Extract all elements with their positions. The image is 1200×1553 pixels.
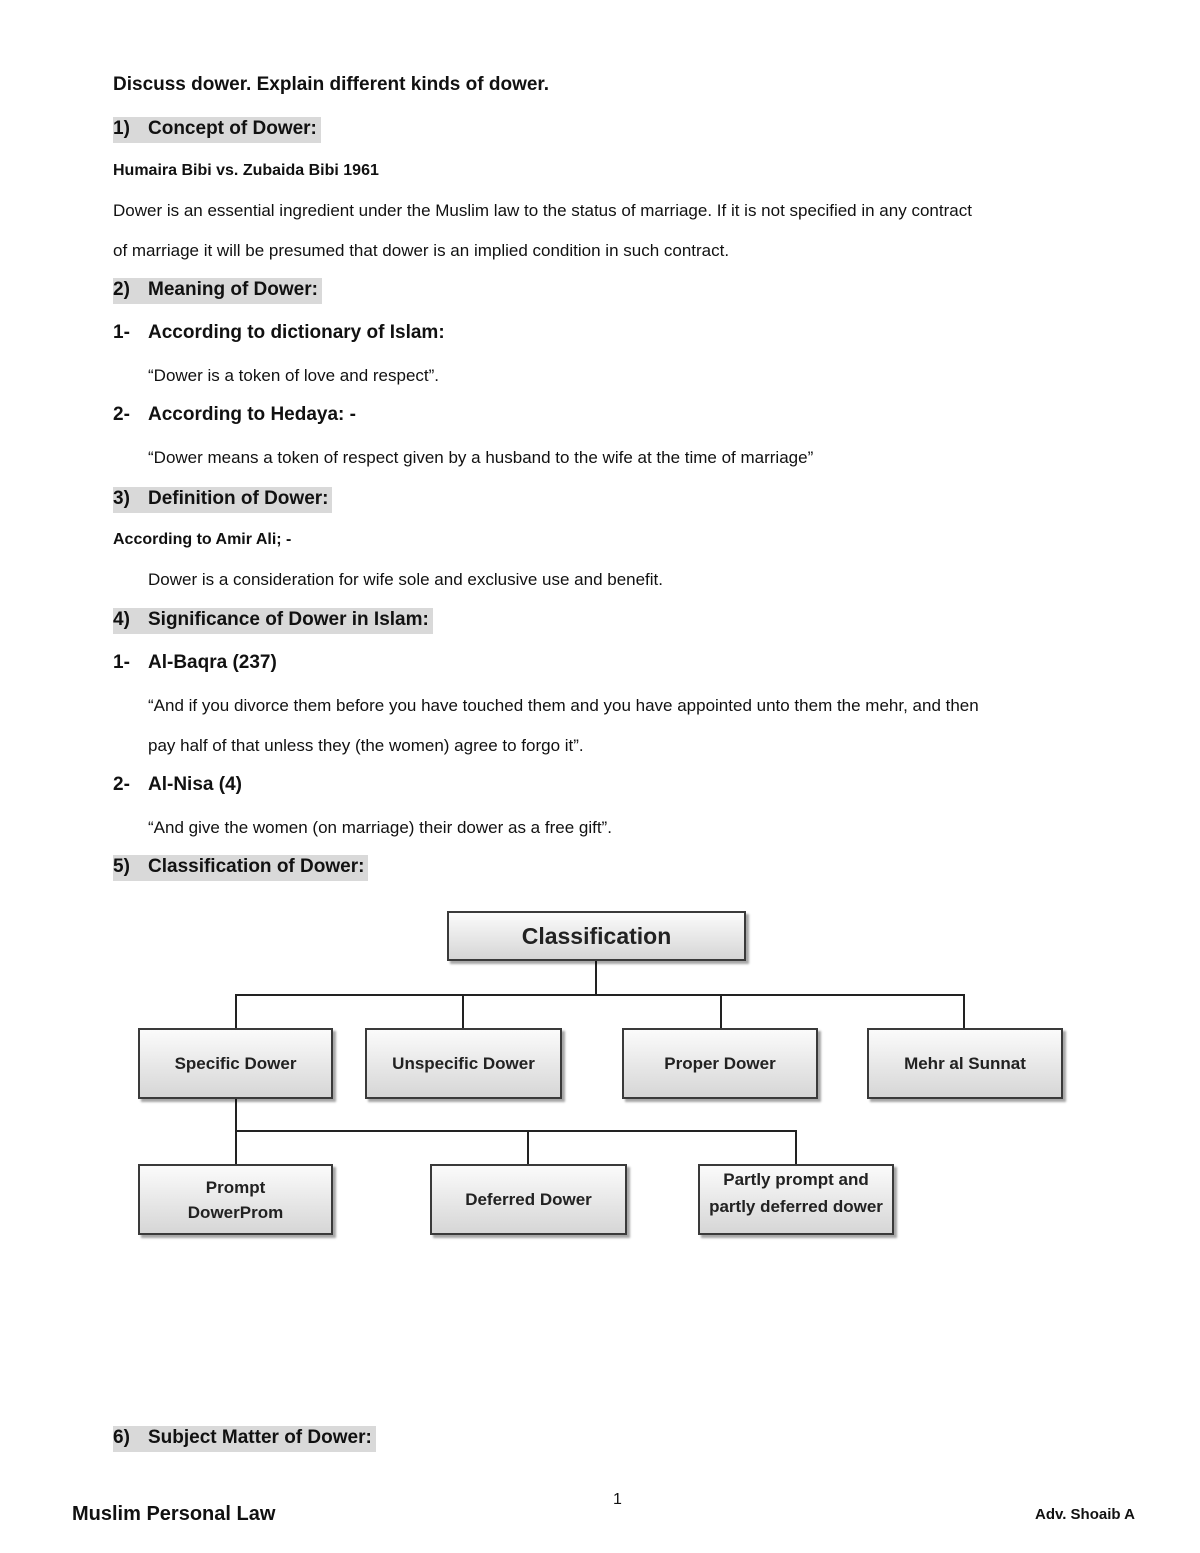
section-heading-3: 3) Definition of Dower: [113, 487, 332, 513]
section-heading-2: 2) Meaning of Dower: [113, 278, 322, 304]
subheading-hedaya: 2- According to Hedaya: - [113, 404, 356, 425]
connector-deferred [527, 1130, 529, 1165]
connector-root-down [595, 960, 597, 995]
connector-partly [795, 1130, 797, 1165]
connector-level1-bus [235, 994, 965, 996]
subheading-al-baqra: 1- Al-Baqra (237) [113, 652, 277, 673]
page-number: 1 [613, 1491, 622, 1508]
quote-hedaya: “Dower means a token of respect given by a husband to the wife at the time of marriage” [148, 448, 814, 467]
concept-paragraph-line1: Dower is an essential ingredient under the Muslim law to the status of marriage. If it is not specified in any contract [113, 201, 972, 220]
section-heading-6: 6) Subject Matter of Dower: [113, 1426, 376, 1452]
footer-author: Adv. Shoaib A [1034, 1506, 1135, 1523]
connector-unspecific [462, 994, 464, 1029]
connector-proper [720, 994, 722, 1029]
concept-paragraph-line2: of marriage it will be presumed that dower is an implied condition in such contract. [113, 241, 730, 260]
quote-al-nisa: “And give the women (on marriage) their dower as a free gift”. [148, 818, 612, 837]
subheading-al-nisa: 2- Al-Nisa (4) [113, 774, 242, 795]
node-partly-prompt-deferred: Partly prompt and partly deferred dower [698, 1164, 894, 1235]
section-heading-1: 1) Concept of Dower: [113, 117, 321, 143]
definition-text: Dower is a consideration for wife sole and exclusive use and benefit. [148, 570, 664, 589]
node-classification: Classification [447, 911, 746, 961]
node-proper-dower: Proper Dower [622, 1028, 818, 1099]
subheading-dictionary: 1- According to dictionary of Islam: [113, 322, 445, 343]
node-mehr-al-sunnat: Mehr al Sunnat [867, 1028, 1063, 1099]
case-citation: Humaira Bibi vs. Zubaida Bibi 1961 [113, 162, 379, 179]
section-heading-4: 4) Significance of Dower in Islam: [113, 608, 433, 634]
connector-mehr [963, 994, 965, 1029]
quote-al-baqra-line2: pay half of that unless they (the women) agree to forgo it”. [148, 736, 584, 755]
node-prompt-dower: Prompt DowerProm [138, 1164, 333, 1235]
quote-al-baqra-line1: “And if you divorce them before you have touched them and you have appointed unto them the mehr, and then [148, 696, 979, 715]
definition-author: According to Amir Ali; - [113, 531, 292, 548]
section-heading-5: 5) Classification of Dower: [113, 855, 368, 881]
node-specific-dower: Specific Dower [138, 1028, 333, 1099]
node-deferred-dower: Deferred Dower [430, 1164, 627, 1235]
quote-dictionary: “Dower is a token of love and respect”. [148, 366, 440, 385]
node-unspecific-dower: Unspecific Dower [365, 1028, 562, 1099]
connector-level2-bus [235, 1130, 797, 1132]
footer-subject: Muslim Personal Law [72, 1503, 276, 1525]
page-title: Discuss dower. Explain different kinds of dower. [113, 74, 550, 95]
connector-specific [235, 994, 237, 1029]
